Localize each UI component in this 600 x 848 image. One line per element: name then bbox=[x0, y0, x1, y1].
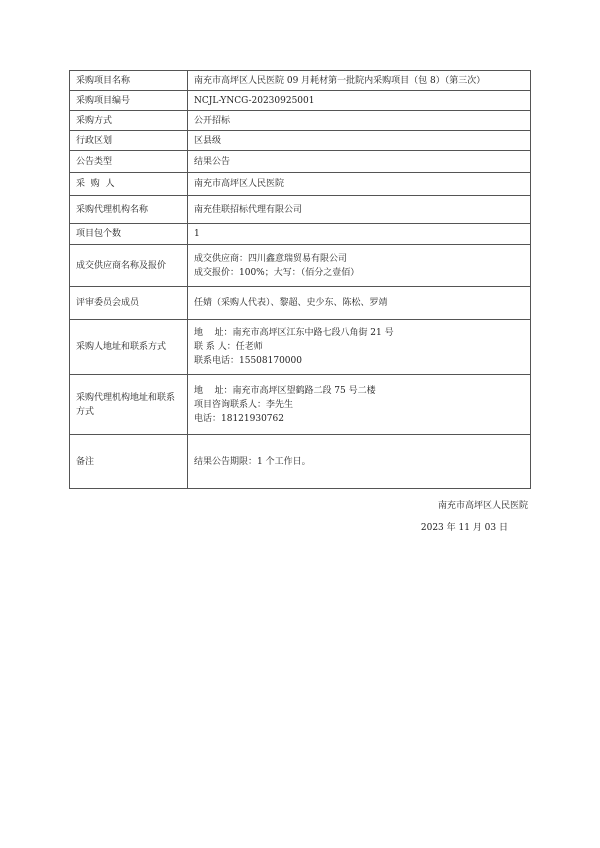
label-agency-name: 采购代理机构名称 bbox=[70, 196, 188, 224]
value-winning-supplier bbox=[188, 245, 531, 287]
signature-organization: 南充市高坪区人民医院 bbox=[437, 501, 528, 511]
value-agency-name: 南充佳联招标代理有限公司 bbox=[188, 196, 531, 224]
row-agency-contact bbox=[70, 375, 531, 435]
value-remarks: 结果公告期限：1 个工作日。 bbox=[188, 435, 531, 489]
value-project-code: NCJL-YNCG-20230925001 bbox=[188, 91, 531, 111]
label-agency-contact: 采购代理机构地址和联系方式 bbox=[70, 375, 188, 435]
row-procurement-method bbox=[70, 111, 531, 131]
value-review-committee: 任婧（采购人代表）、黎超、史少东、陈松、罗靖 bbox=[188, 287, 531, 320]
label-remarks: 备注 bbox=[70, 435, 188, 489]
row-project-name bbox=[70, 71, 531, 91]
row-package-count bbox=[70, 224, 531, 245]
purchaser-address: 地 址：南充市高坪区江东中路七段八角街 21 号 bbox=[194, 328, 394, 338]
label-winning-supplier: 成交供应商名称及报价 bbox=[70, 245, 188, 287]
label-project-name: 采购项目名称 bbox=[70, 71, 188, 91]
row-region bbox=[70, 131, 531, 151]
value-procurement-method: 公开招标 bbox=[188, 111, 531, 131]
row-project-code bbox=[70, 91, 531, 111]
label-notice-type: 公告类型 bbox=[70, 151, 188, 173]
agency-address: 地 址：南充市高坪区望鹤路二段 75 号二楼 bbox=[194, 385, 376, 396]
winning-supplier-name: 成交供应商：四川鑫意瑞贸易有限公司 bbox=[194, 253, 348, 264]
value-region: 区县级 bbox=[188, 131, 531, 151]
signature-date: 2023 年 11 月 03 日 bbox=[420, 523, 508, 533]
row-purchaser bbox=[70, 173, 531, 196]
value-package-count: 1 bbox=[188, 224, 531, 245]
procurement-info-table bbox=[69, 70, 531, 489]
value-notice-type: 结果公告 bbox=[188, 151, 531, 173]
value-project-name: 南充市高坪区人民医院 09 月耗材第一批院内采购项目（包 8）（第三次） bbox=[188, 71, 531, 91]
row-remarks bbox=[70, 435, 531, 489]
row-winning-supplier bbox=[70, 245, 531, 287]
value-purchaser: 南充市高坪区人民医院 bbox=[188, 173, 531, 196]
row-agency-name bbox=[70, 196, 531, 224]
agency-phone: 电话：18121930762 bbox=[194, 413, 284, 424]
label-purchaser-contact: 采购人地址和联系方式 bbox=[70, 320, 188, 375]
row-review-committee bbox=[70, 287, 531, 320]
label-purchaser: 采 购 人 bbox=[70, 173, 188, 196]
value-agency-contact bbox=[188, 375, 531, 435]
label-project-code: 采购项目编号 bbox=[70, 91, 188, 111]
agency-contact-person: 项目咨询联系人：李先生 bbox=[194, 399, 294, 410]
purchaser-contact-person: 联 系 人：任老师 bbox=[194, 342, 263, 352]
winning-supplier-price: 成交报价：100%；大写：（佰分之壹佰） bbox=[194, 267, 360, 278]
row-purchaser-contact bbox=[70, 320, 531, 375]
row-notice-type bbox=[70, 151, 531, 173]
purchaser-phone: 联系电话：15508170000 bbox=[194, 356, 302, 366]
label-review-committee: 评审委员会成员 bbox=[70, 287, 188, 320]
label-package-count: 项目包个数 bbox=[70, 224, 188, 245]
label-region: 行政区划 bbox=[70, 131, 188, 151]
value-purchaser-contact bbox=[188, 320, 531, 375]
label-procurement-method: 采购方式 bbox=[70, 111, 188, 131]
